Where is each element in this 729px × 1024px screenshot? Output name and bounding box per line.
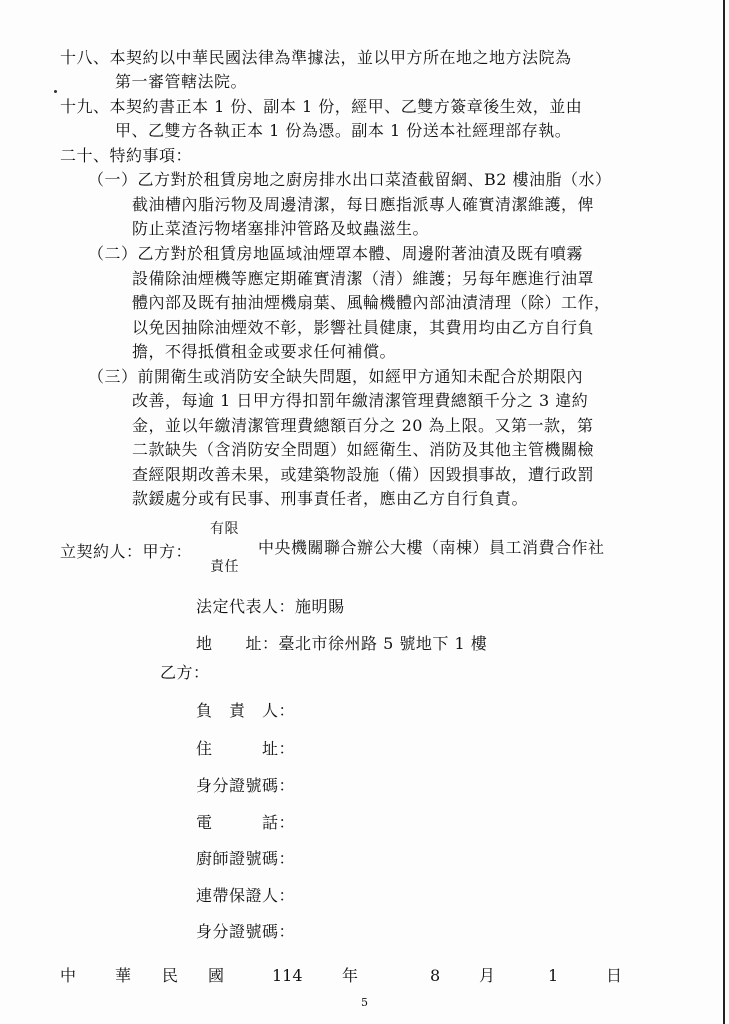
party-a-name: 中央機關聯合辦公大樓（南棟）員工消費合作社 — [258, 538, 605, 557]
term-1-line-1: （一）乙方對於租賃房地之廚房排水出口菜渣截留網、B2 樓油脂（水） — [88, 170, 612, 189]
term-2-line-5: 擔，不得抵償租金或要求任何補償。 — [132, 342, 397, 361]
term-2-line-2: 設備除油煙機等應定期確實清潔（清）維護；另每年應進行油罩 — [132, 269, 595, 288]
party-label: 立契約人：甲方： — [60, 542, 193, 561]
date-month-label: 月 — [479, 966, 496, 985]
term-3-line-5: 查經限期改善未果，或建築物設施（備）因毀損事故，遭行政罰 — [132, 465, 595, 484]
party-b-label: 乙方： — [160, 663, 210, 682]
term-3-line-4: 二款缺失（含消防安全問題）如經衛生、消防及其他主管機關檢 — [132, 440, 595, 459]
party-b-field-id: 身分證號碼： — [196, 776, 296, 795]
date-char-3: 民 — [162, 966, 179, 985]
party-b-field-guarantor: 連帶保證人： — [196, 886, 296, 905]
date-month: 8 — [430, 966, 441, 985]
date-year-label: 年 — [342, 966, 359, 985]
term-1-line-2: 截油槽內脂污物及周邊清潔，每日應指派專人確實清潔維護，俾 — [132, 195, 595, 214]
term-3-line-3: 金，並以年繳清潔管理費總額百分之 20 為上限。又第一款，第 — [132, 416, 594, 435]
representative: 法定代表人：施明賜 — [196, 597, 345, 616]
term-1-line-3: 防止菜渣污物堵塞排沖管路及蚊蟲滋生。 — [132, 219, 430, 238]
term-2-line-1: （二）乙方對於租賃房地區域油煙罩本體、周邊附著油漬及既有噴霧 — [88, 244, 584, 263]
clause-19-line-2: 甲、乙雙方各執正本 1 份為憑。副本 1 份送本社經理部存執。 — [115, 121, 572, 140]
term-3-line-1: （三）前開衛生或消防安全缺失問題，如經甲方通知未配合於期限內 — [88, 367, 584, 386]
scan-speck — [54, 90, 57, 93]
date-day-label: 日 — [606, 966, 623, 985]
date-char-4: 國 — [208, 966, 225, 985]
clause-18-line-2: 第一審管轄法院。 — [115, 72, 248, 91]
date-char-2: 華 — [115, 966, 132, 985]
term-2-line-3: 體內部及既有抽油煙機扇葉、風輪機體內部油漬清理（除）工作， — [132, 293, 611, 312]
term-3-line-2: 改善，每逾 1 日甲方得扣罰年繳清潔管理費總額千分之 3 違約 — [132, 391, 589, 410]
page-number: 5 — [361, 996, 368, 1009]
party-b-field-chef-license: 廚師證號碼： — [196, 849, 296, 868]
party-a-address: 地 址：臺北市徐州路 5 號地下 1 樓 — [196, 634, 488, 653]
liability-top: 有限 — [210, 521, 239, 537]
party-b-field-phone: 電 話： — [196, 813, 296, 832]
party-b-field-guarantor-id: 身分證號碼： — [196, 922, 296, 941]
party-b-field-responsible: 負 責 人： — [196, 701, 296, 720]
clause-18-line-1: 十八、本契約以中華民國法律為準據法，並以甲方所在地之地方法院為 — [60, 48, 572, 67]
date-day: 1 — [548, 966, 559, 985]
scan-edge-line — [723, 0, 725, 1024]
term-3-line-6: 款鍰處分或有民事、刑事責任者，應由乙方自行負責。 — [132, 489, 529, 508]
liability-bottom: 責任 — [210, 559, 239, 575]
term-2-line-4: 以免因抽除油煙效不彰，影響社員健康，其費用均由乙方自行負 — [132, 318, 595, 337]
clause-20-title: 二十、特約事項： — [60, 146, 193, 165]
date-char-1: 中 — [60, 966, 77, 985]
clause-19-line-1: 十九、本契約書正本 1 份、副本 1 份，經甲、乙雙方簽章後生效，並由 — [60, 97, 583, 116]
party-b-field-address: 住 址： — [196, 739, 296, 758]
date-year: 114 — [272, 966, 303, 985]
